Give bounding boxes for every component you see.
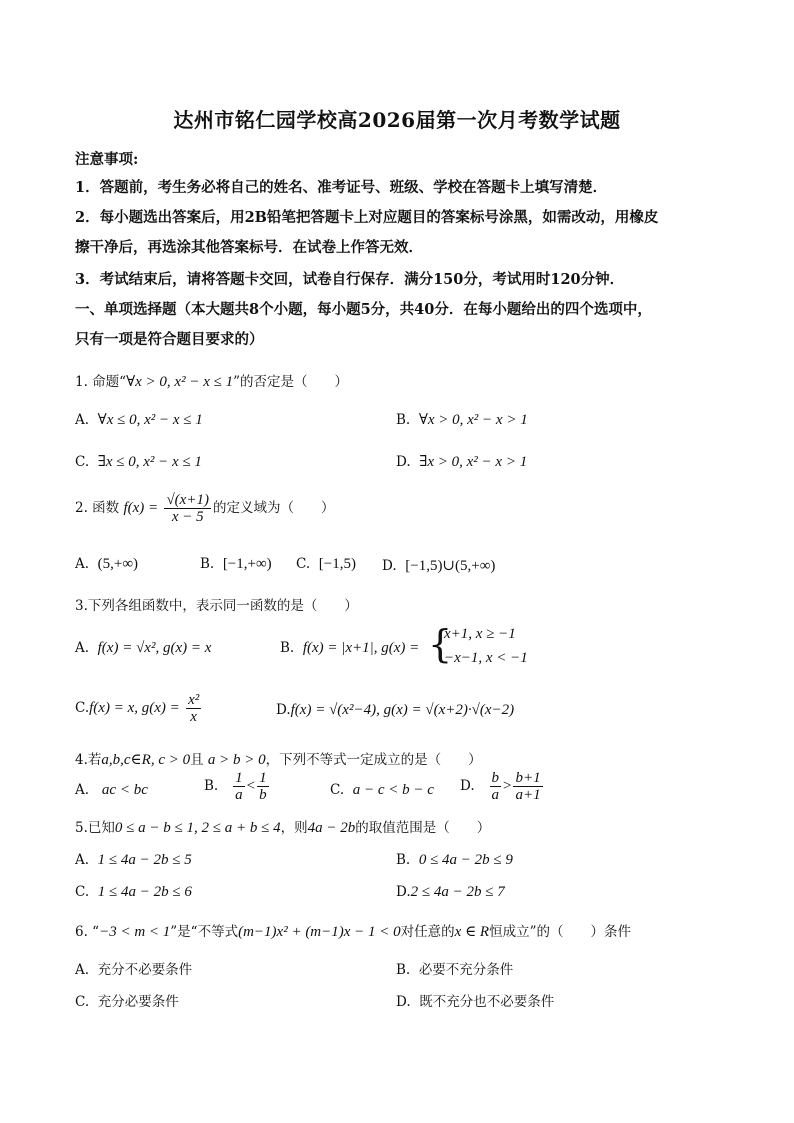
question-5 [75, 816, 490, 837]
question-6-math-2: (m−1)x² + (m−1)x − 1 < 0 [238, 924, 401, 940]
q4-option-c [330, 782, 434, 799]
q6-option-b [396, 958, 513, 978]
option-label: B. [280, 640, 295, 656]
question-4-math: a,b,c∈R, c > 0 [101, 752, 191, 768]
q5-option-a [75, 852, 192, 869]
fraction-numerator: b [491, 770, 500, 786]
question-2-fx: f(x) = [123, 500, 159, 516]
question-6-text: 6. “ [75, 924, 100, 940]
question-4-text-end: ，下列不等式一定成立的是（ ） [265, 752, 482, 768]
fraction-numerator: x² [188, 692, 200, 708]
option-label: A. [75, 782, 90, 798]
option-text: [−1,+∞) [222, 556, 272, 572]
option-text: f(x) = √x², g(x) = x [97, 640, 212, 656]
question-1 [75, 370, 348, 391]
option-text: ∀x > 0, x² − x > 1 [418, 412, 528, 428]
option-label: B. [396, 962, 411, 978]
q5-option-c [75, 884, 192, 901]
section-heading: 一、单项选择题（本大题共8个小题，每小题5分，共40分．在每小题给出的四个选项中， [75, 301, 652, 318]
option-label: D. [276, 702, 291, 718]
option-label: A. [75, 412, 90, 428]
question-4-text-mid: 且 [190, 752, 204, 768]
question-5-text: 5.已知 [75, 820, 115, 836]
question-5-text-end: 的取值范围是（ ） [355, 820, 491, 836]
q1-option-d [396, 452, 527, 471]
question-5-math-2: 4a − 2b [307, 820, 356, 836]
notice-item-3: 3．考试结束后，请将答题卡交回，试卷自行保存．满分150分，考试用时120分钟． [75, 271, 625, 288]
notice-heading: 注意事项: [75, 151, 139, 168]
question-5-text-mid: ，则 [280, 820, 308, 836]
q2-option-d [382, 556, 495, 575]
q2-option-c [296, 556, 356, 573]
option-text: 必要不充分条件 [418, 962, 514, 978]
option-text: ∀x ≤ 0, x² − x ≤ 1 [97, 412, 203, 428]
q4-option-b [204, 770, 271, 803]
option-label: D. [396, 454, 411, 470]
q3-option-a [75, 640, 211, 657]
option-label: C. [75, 884, 90, 900]
q4-option-d [460, 770, 545, 803]
option-fraction [233, 770, 245, 803]
option-text: [−1,5)∪(5,+∞) [405, 558, 496, 574]
option-text: 1 ≤ 4a − 2b ≤ 6 [97, 884, 192, 900]
option-label: C. [296, 556, 311, 572]
q1-option-b [396, 410, 528, 429]
option-text: ac < bc [101, 782, 148, 798]
fraction-denominator: x − 5 [171, 509, 204, 525]
option-label: B. [200, 556, 215, 572]
option-text: 充分必要条件 [97, 994, 179, 1010]
q5-option-b [396, 852, 513, 869]
q6-option-a [75, 958, 192, 978]
option-label: C. [75, 700, 90, 716]
question-6-text-end: 恒成立”的（ ）条件 [489, 924, 632, 940]
question-2-text-end: 的定义域为（ ） [212, 500, 335, 516]
option-text: [−1,5) [318, 556, 356, 572]
question-6-text-mid: ”是“不等式 [170, 924, 239, 940]
question-4-math-2: a > b > 0 [207, 752, 266, 768]
fraction-denominator: b [259, 787, 267, 803]
q3-option-c [75, 692, 203, 725]
option-text: f(x) = √(x²−4), g(x) = √(x+2)·√(x−2) [290, 702, 515, 718]
option-text: 2 ≤ 4a − 2b ≤ 7 [410, 884, 505, 900]
option-operator: > [503, 778, 512, 794]
fraction-numerator: √(x+1) [166, 492, 209, 508]
q3-b-case-1: x+1, x ≥ −1 [444, 626, 516, 642]
question-6-text-mid-2: 对任意的 [400, 924, 455, 940]
fraction-denominator: a+1 [515, 787, 541, 803]
fraction-denominator: a [491, 787, 500, 803]
question-2-fraction [164, 492, 211, 525]
q5-option-d [396, 884, 505, 901]
option-label: D. [396, 994, 411, 1010]
q6-option-c [75, 990, 179, 1010]
option-text: ∃x > 0, x² − x > 1 [419, 454, 528, 470]
option-label: C. [75, 994, 90, 1010]
question-6-math-3: x ∈ R [454, 924, 490, 940]
option-fraction [513, 770, 542, 803]
question-2 [75, 492, 334, 525]
question-6-math: −3 < m < 1 [99, 924, 171, 940]
question-5-math: 0 ≤ a − b ≤ 1, 2 ≤ a + b ≤ 4 [114, 820, 281, 836]
q1-option-a [75, 410, 203, 429]
fraction-numerator: 1 [259, 770, 267, 786]
q2-option-b [200, 556, 272, 573]
option-label: B. [396, 412, 411, 428]
section-heading-cont: 只有一项是符合题目要求的） [75, 331, 264, 348]
notice-item-1: 1．答题前，考生务必将自己的姓名、准考证号、班级、学校在答题卡上填写清楚． [75, 179, 608, 196]
option-label: B. [396, 852, 411, 868]
question-1-text: 1. 命题“ [75, 374, 127, 390]
q6-option-d [396, 990, 554, 1010]
question-1-math: ∀x > 0, x² − x ≤ 1 [126, 374, 234, 390]
fraction-numerator: b+1 [515, 770, 541, 786]
option-text: 充分不必要条件 [97, 962, 193, 978]
option-label: A. [75, 556, 90, 572]
fraction-numerator: 1 [235, 770, 243, 786]
question-2-text: 2. 函数 [75, 500, 120, 516]
option-text: f(x) = |x+1|, g(x) = [302, 640, 420, 656]
piecewise-brace: { [428, 622, 453, 666]
page-title: 达州市铭仁园学校高2026届第一次月考数学试题 [173, 108, 621, 132]
q1-option-c [75, 452, 202, 471]
option-label: D. [382, 558, 397, 574]
option-label: C. [75, 454, 90, 470]
option-text: (5,+∞) [97, 556, 139, 572]
option-label: A. [75, 962, 90, 978]
option-text: 既不充分也不必要条件 [419, 994, 555, 1010]
option-label: A. [75, 852, 90, 868]
q2-option-a [75, 556, 138, 573]
option-text: a − c < b − c [352, 782, 434, 798]
option-label: D. [460, 778, 475, 794]
q3-c-fraction [186, 692, 201, 725]
question-1-text-end: ”的否定是（ ） [233, 374, 348, 390]
option-label: C. [330, 782, 345, 798]
q3-b-case-2: −x−1, x < −1 [444, 650, 528, 666]
option-text: ∃x ≤ 0, x² − x ≤ 1 [97, 454, 202, 470]
option-label: A. [75, 640, 90, 656]
q4-option-a [75, 782, 148, 799]
option-fraction [490, 770, 502, 803]
option-label: B. [204, 778, 219, 794]
question-4 [75, 748, 482, 769]
option-text: f(x) = x, g(x) = [89, 700, 180, 716]
option-text: 0 ≤ 4a − 2b ≤ 9 [418, 852, 513, 868]
question-3: 3.下列各组函数中，表示同一函数的是（ ） [75, 598, 358, 614]
option-operator: < [246, 778, 256, 794]
option-fraction [257, 770, 269, 803]
notice-item-2-cont: 擦干净后，再选涂其他答案标号．在试卷上作答无效． [75, 239, 423, 256]
option-text: 1 ≤ 4a − 2b ≤ 5 [97, 852, 192, 868]
fraction-denominator: a [235, 787, 243, 803]
question-6 [75, 920, 631, 941]
notice-item-2: 2．每小题选出答案后，用2B铅笔把答题卡上对应题目的答案标号涂黑，如需改动，用橡皮 [75, 209, 659, 226]
option-label: D. [396, 884, 411, 900]
q3-option-d [276, 702, 514, 719]
q3-option-b [280, 640, 419, 657]
question-4-text: 4.若 [75, 752, 102, 768]
fraction-denominator: x [190, 709, 197, 725]
